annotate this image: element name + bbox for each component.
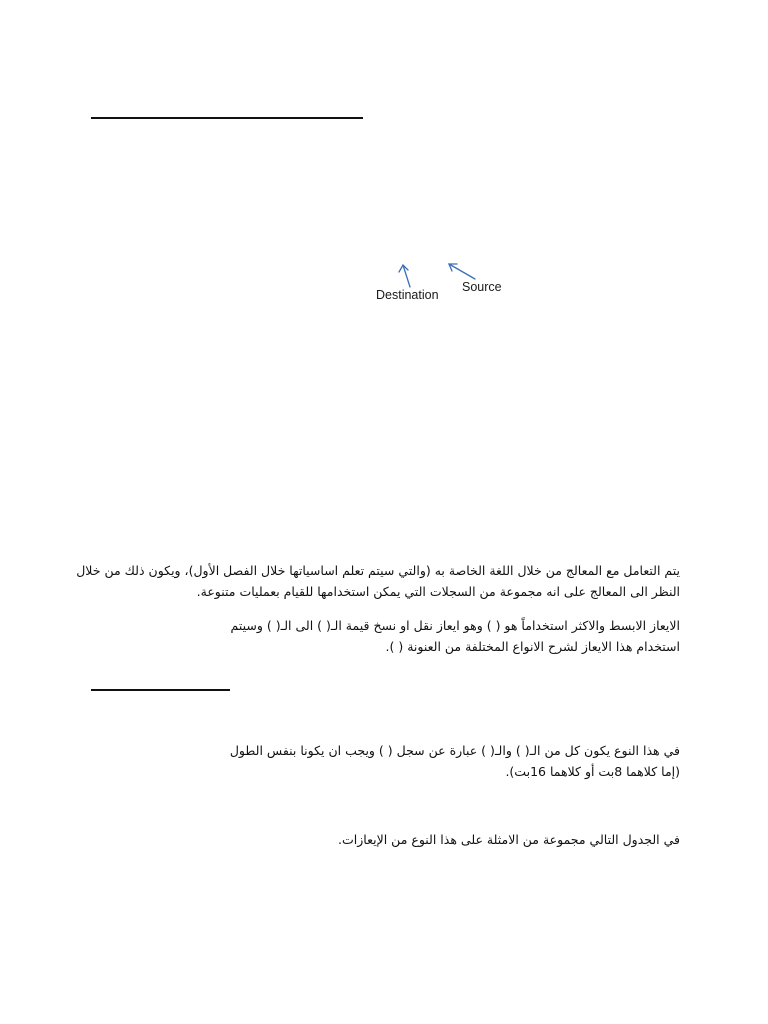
heading-underline-mid (91, 689, 230, 691)
heading-underline-top (91, 117, 363, 119)
paragraph-line: الايعاز الابسط والاكثر استخداماً هو ( ) وهو ايعاز نقل او نسخ قيمة الـ( ) الى الـ( ) وسيتم (230, 618, 680, 633)
paragraph-processor-registers (76, 560, 680, 602)
paragraph-table-intro (90, 829, 680, 850)
paragraph-line: استخدام هذا الايعاز لشرح الانواع المختلفة من العنونة ( ). (385, 639, 680, 654)
paragraph-line: يتم التعامل مع المعالج من خلال اللغة الخاصة به (والتي سيتم تعلم اساسياتها خلال الفصل الأول)، ويكون ذلك من خلال (76, 563, 680, 578)
destination-arrowhead (399, 265, 408, 272)
paragraph-line: في الجدول التالي مجموعة من الامثلة على هذا النوع من الإيعازات. (338, 832, 680, 847)
destination-arrow (403, 265, 410, 287)
paragraph-mov-instruction (90, 615, 680, 657)
source-arrow (449, 264, 475, 279)
paragraph-line: في هذا النوع يكون كل من الـ( ) والـ( ) عبارة عن سجل ( ) ويجب ان يكونا بنفس الطول (229, 743, 680, 758)
paragraph-line: (إما كلاهما 8بت أو كلاهما 16بت). (505, 764, 680, 779)
paragraph-register-addressing (90, 740, 680, 782)
paragraph-line: النظر الى المعالج على انه مجموعة من السجلات التي يمكن استخدامها للقيام بعمليات متنوعة. (196, 584, 680, 599)
source-arrowhead (449, 264, 457, 271)
source-label: Source (462, 280, 502, 294)
destination-label: Destination (376, 288, 439, 302)
